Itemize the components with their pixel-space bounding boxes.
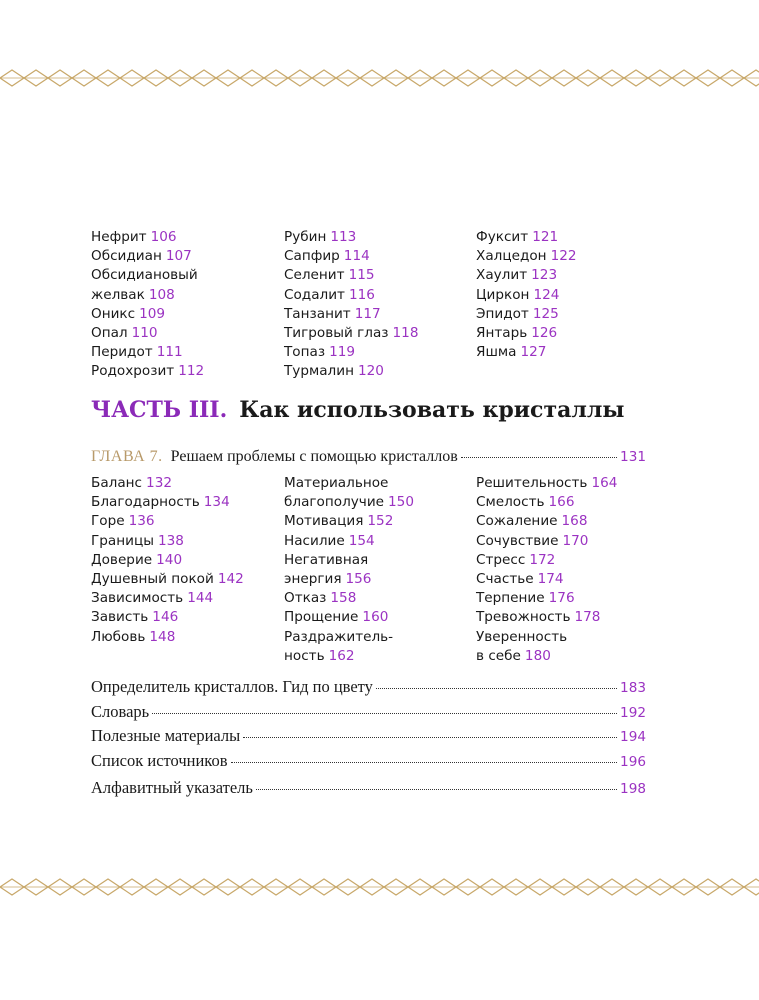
list-item[interactable]: Раздражитель- — [284, 628, 394, 645]
toc-entry-page: 192 — [620, 705, 646, 721]
chapter-title: Решаем проблемы с помощью кристаллов — [170, 448, 458, 465]
top-decorative-border — [0, 68, 759, 88]
list-item[interactable]: Танзанит 117 — [284, 305, 381, 322]
list-item[interactable]: Баланс 132 — [91, 475, 172, 491]
toc-entry-title: Полезные материалы — [91, 726, 241, 745]
dot-leader — [461, 457, 617, 458]
list-item[interactable]: в себе 180 — [476, 647, 551, 664]
list-item[interactable]: благополучие 150 — [284, 494, 414, 511]
topic-list-column-2 — [284, 474, 414, 666]
toc-entry-page: 196 — [620, 754, 646, 770]
toc-entry-page: 183 — [620, 680, 646, 696]
list-item[interactable]: Оникс 109 — [91, 305, 166, 322]
list-item[interactable]: Хаулит 123 — [476, 267, 558, 284]
list-item[interactable]: Тигровый глаз 118 — [284, 325, 419, 342]
list-item[interactable]: Тревожность 178 — [476, 609, 601, 626]
list-item[interactable]: Горе 136 — [91, 513, 155, 530]
list-item[interactable]: Фуксит 121 — [476, 229, 559, 245]
list-item[interactable]: Смелость 166 — [476, 494, 575, 511]
list-item[interactable]: Счастье 174 — [476, 571, 564, 588]
dot-leader — [256, 789, 617, 790]
dot-leader — [231, 762, 618, 763]
chapter-page: 131 — [620, 449, 646, 465]
part-heading — [91, 397, 624, 423]
list-item[interactable]: Прощение 160 — [284, 609, 389, 626]
topic-list-column-1 — [91, 474, 244, 647]
list-item[interactable]: Стресс 172 — [476, 551, 556, 568]
gem-list-column-1 — [91, 228, 204, 382]
list-item[interactable]: Обсидиановый — [91, 267, 198, 284]
topic-list-column-3 — [476, 474, 617, 666]
list-item[interactable]: Любовь 148 — [91, 628, 176, 645]
list-item[interactable]: ность 162 — [284, 647, 355, 664]
list-item[interactable]: Терпение 176 — [476, 590, 575, 607]
list-item[interactable]: Селенит 115 — [284, 267, 375, 284]
dot-leader — [243, 737, 617, 738]
list-item[interactable]: Уверенность — [476, 628, 568, 645]
toc-entry-resources[interactable] — [91, 726, 646, 746]
list-item[interactable]: Родохрозит 112 — [91, 363, 205, 380]
list-item[interactable]: Душевный покой 142 — [91, 571, 244, 588]
list-item[interactable]: Обсидиан 107 — [91, 248, 192, 265]
list-item[interactable]: Мотивация 152 — [284, 513, 394, 530]
part-label: ЧАСТЬ III. — [91, 397, 228, 423]
list-item[interactable]: Циркон 124 — [476, 286, 560, 303]
list-item[interactable]: Сочувствие 170 — [476, 532, 589, 549]
toc-entry-glossary[interactable] — [91, 702, 646, 722]
dot-leader — [376, 688, 617, 689]
list-item[interactable]: Топаз 119 — [284, 344, 356, 361]
list-item[interactable]: Негативная — [284, 551, 369, 568]
toc-entry-page: 194 — [620, 729, 646, 745]
list-item[interactable]: желвак 108 — [91, 286, 175, 303]
list-item[interactable]: Содалит 116 — [284, 286, 375, 303]
list-item[interactable]: Яшма 127 — [476, 344, 547, 361]
list-item[interactable]: Доверие 140 — [91, 551, 183, 568]
toc-entry-title: Словарь — [91, 702, 150, 721]
list-item[interactable]: Опал 110 — [91, 325, 158, 342]
list-item[interactable]: Перидот 111 — [91, 344, 183, 361]
list-item[interactable]: Рубин 113 — [284, 229, 357, 245]
toc-entry-index[interactable] — [91, 778, 646, 798]
list-item[interactable]: Эпидот 125 — [476, 305, 559, 322]
dot-leader — [152, 713, 617, 714]
toc-entry-title: Определитель кристаллов. Гид по цвету — [91, 677, 373, 696]
list-item[interactable]: Турмалин 120 — [284, 363, 384, 380]
gem-list-column-3 — [476, 228, 577, 362]
list-item[interactable]: Решительность 164 — [476, 475, 618, 491]
list-item[interactable]: Нефрит 106 — [91, 229, 177, 245]
list-item[interactable]: Материальное — [284, 475, 389, 491]
list-item[interactable]: Сожаление 168 — [476, 513, 588, 530]
toc-entry-title: Алфавитный указатель — [91, 778, 253, 797]
toc-entry-color-guide[interactable] — [91, 677, 646, 697]
toc-entry-references[interactable] — [91, 751, 646, 771]
list-item[interactable]: Зависимость 144 — [91, 590, 214, 607]
gem-list-column-2 — [284, 228, 418, 382]
list-item[interactable]: Зависть 146 — [91, 609, 179, 626]
list-item[interactable]: Благодарность 134 — [91, 494, 230, 511]
chapter-label: ГЛАВА 7. — [91, 448, 163, 465]
list-item[interactable]: Сапфир 114 — [284, 248, 370, 265]
bottom-decorative-border — [0, 877, 759, 897]
toc-entry-title: Список источников — [91, 751, 228, 770]
list-item[interactable]: Насилие 154 — [284, 532, 375, 549]
part-title: Как использовать кристаллы — [239, 397, 625, 423]
list-item[interactable]: Янтарь 126 — [476, 325, 558, 342]
list-item[interactable]: Халцедон 122 — [476, 248, 577, 265]
list-item[interactable]: Отказ 158 — [284, 590, 357, 607]
list-item[interactable]: Границы 138 — [91, 532, 184, 549]
list-item[interactable]: энергия 156 — [284, 571, 372, 588]
chapter-entry[interactable] — [91, 448, 646, 466]
toc-entry-page: 198 — [620, 781, 646, 797]
